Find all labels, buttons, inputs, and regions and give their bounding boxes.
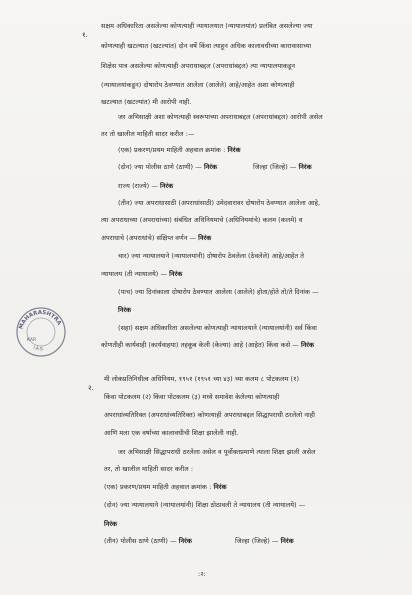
stamp-left-text: KAR	[27, 338, 37, 343]
section-1-line-6: जर अभिसाक्षी अशा कोणत्याही स्वरूपाच्या अपराधाबद्दल (अपराधांबद्दल) आरोपी असेल	[118, 113, 323, 121]
section-1-line-3: शिक्षेस पात्र असलेल्या कोणत्याही अपराधाबद्दल (अपराधांबद्दल) त्या न्यायालयाकडून	[101, 62, 296, 70]
s1-item-e-line-2-text: न्यायालय (ती न्यायालये) —	[101, 270, 168, 278]
section-1-line-1: सक्षम अधिकारिता असलेल्या कोणत्याही न्यायालयात (न्यायालयांत) प्रलंबित असलेल्या ज्या	[101, 22, 313, 30]
s1-item-a-label: (एक) प्रकरण/प्रथम माहिती अहवाल क्रमांक :	[118, 146, 226, 154]
section-2-line-4: आणि मला एक वर्षाच्या कालावधीची शिक्षा झालेली नाही.	[104, 429, 239, 437]
s1-item-g-value: निरंक	[300, 341, 315, 349]
s2-item-a-value: निरंक	[213, 483, 227, 491]
s1-item-a-value: निरंक	[227, 146, 241, 154]
section-1-line-7: तर तो खालील माहिती सादर करील :—	[101, 130, 195, 138]
section-1-line-2: कोणत्याही खटल्यात (खटल्यांत) दोन वर्षे किंवा त्याहून अधिक कालावधीच्या कारावासाच्या	[101, 42, 312, 50]
s1-item-d-line-2: त्या अपराधाच्या (अपराधांच्या) संबंधित अधिनियमाचे (अधिनियमांचे) कलम (कलमे) व	[101, 216, 303, 224]
s2-item-c-value: निरंक	[178, 537, 192, 545]
stamp-bottom-text: I.A.S.	[32, 345, 45, 353]
s1-item-f-line: (पाच) ज्या दिनांकाला दोषारोप ठेवण्यात आलेला (आलेले) होता/होते तो/ते दिनांक —	[118, 288, 319, 296]
section-2-line-3: अपराधांव्यतिरिक्त (अपराधांव्यतिरिक्त) कोणत्याही अपराधाबद्दल सिद्धापराधी ठरलेलो नाही	[104, 411, 315, 419]
s1-item-b-label: (दोन) ज्या पोलीस ठाणे (ठाणी) —	[118, 163, 202, 171]
s1-item-e-line-1: चार) ज्या न्यायालयाने (न्यायालयांनी) दोषारोप ठेवलेला (ठेवलेले) आहे/आहेत ते	[118, 252, 305, 260]
s1-item-b2	[253, 163, 312, 171]
s1-item-e-value: निरंक	[169, 270, 183, 278]
section-2-number: २.	[88, 384, 94, 392]
s1-item-c	[118, 182, 173, 190]
s1-item-d-line-1: (तीन) ज्या अपराधासाठी (अपराधांसाठी) उमेदवारावर दोषारोप ठेवण्यात आलेला आहे,	[118, 199, 321, 207]
official-seal-stamp	[13, 303, 69, 359]
section-2-line-2: किंवा पोटकलम (२) किंवा पोटकलम (३) मध्ये समावेश केलेल्या कोणत्याही	[104, 393, 280, 401]
section-1-number: १.	[82, 31, 88, 39]
section-2-line-1: मी लोकप्रतिनिधीत्व अधिनियम, १९५१ (१९५१ च्या ४३) च्या कलम ८ पोटकलम (१)	[104, 375, 300, 383]
s1-item-f-value: निरंक	[118, 306, 132, 314]
s1-item-b2-value: निरंक	[298, 163, 312, 171]
s1-item-g-line-1: (सहा) सक्षम अधिकारिता असलेल्या कोणत्याही न्यायालयाने (न्यायालयांनी) सर्व किंवा	[118, 324, 317, 332]
s1-item-b	[118, 163, 217, 171]
s1-item-g-line-2	[101, 341, 314, 349]
s2-item-c-label: (तीन) पोलीस ठाणे (ठाणी) —	[104, 537, 177, 545]
s2-item-a-label: (एक) प्रकरण/प्रथम माहिती अहवाल क्रमांक :	[104, 483, 212, 491]
s1-item-d-line-3-text: अपराधाचे (अपराधांचे) संक्षिप्त वर्णन —	[101, 234, 197, 242]
s2-item-a	[104, 483, 227, 491]
s2-item-c	[104, 537, 192, 545]
s1-item-a	[118, 146, 241, 154]
s2-item-c2	[235, 537, 294, 545]
s2-item-b-value: निरंक	[104, 520, 118, 528]
s1-item-e-line-2	[101, 270, 182, 278]
section-1-line-5: खटल्यात (खटल्यांत) मी आरोपी नाही.	[101, 98, 192, 106]
stamp-top-text: MAHARASHTRA	[18, 309, 63, 331]
page-number: :२:	[198, 570, 206, 578]
section-2-line-6: तर, तो खालील माहिती सादर करील :	[104, 465, 194, 473]
s1-item-c-value: निरंक	[160, 182, 174, 190]
s2-item-b-line: (दोन) ज्या न्यायालयाने (न्यायालयांनी) शिक्षा ठोठावली ते न्यायालय (ती न्यायालये) —	[104, 501, 306, 509]
s1-item-g-line-2-text: कोणतीही कार्यवाही (कार्यवाहया) तहकूब केली (केल्या) आहे (आहेत) किंवा कसे —	[101, 341, 299, 349]
s2-item-c2-label: जिल्हा (जिल्हे) —	[235, 537, 279, 545]
s1-item-b-value: निरंक	[203, 163, 218, 171]
section-2-line-5: जर अभिसाक्षी सिद्धापराधी ठरलेला असेल व पूर्वोक्तप्रमाणे त्याला शिक्षा झाली असेल	[118, 448, 316, 456]
s1-item-b2-label: जिल्हा (जिल्हे) —	[253, 163, 297, 171]
s2-item-c2-value: निरंक	[280, 537, 294, 545]
s1-item-c-label: राज्य (राज्ये) —	[118, 182, 158, 190]
s1-item-d-value: निरंक	[198, 234, 212, 242]
section-1-line-4: (न्यायालयांकडून) दोषारोप ठेवण्यात आलेला (आलेले) आहे/आहेत अशा कोणत्याही	[101, 81, 295, 89]
s1-item-d-line-3	[101, 234, 211, 242]
